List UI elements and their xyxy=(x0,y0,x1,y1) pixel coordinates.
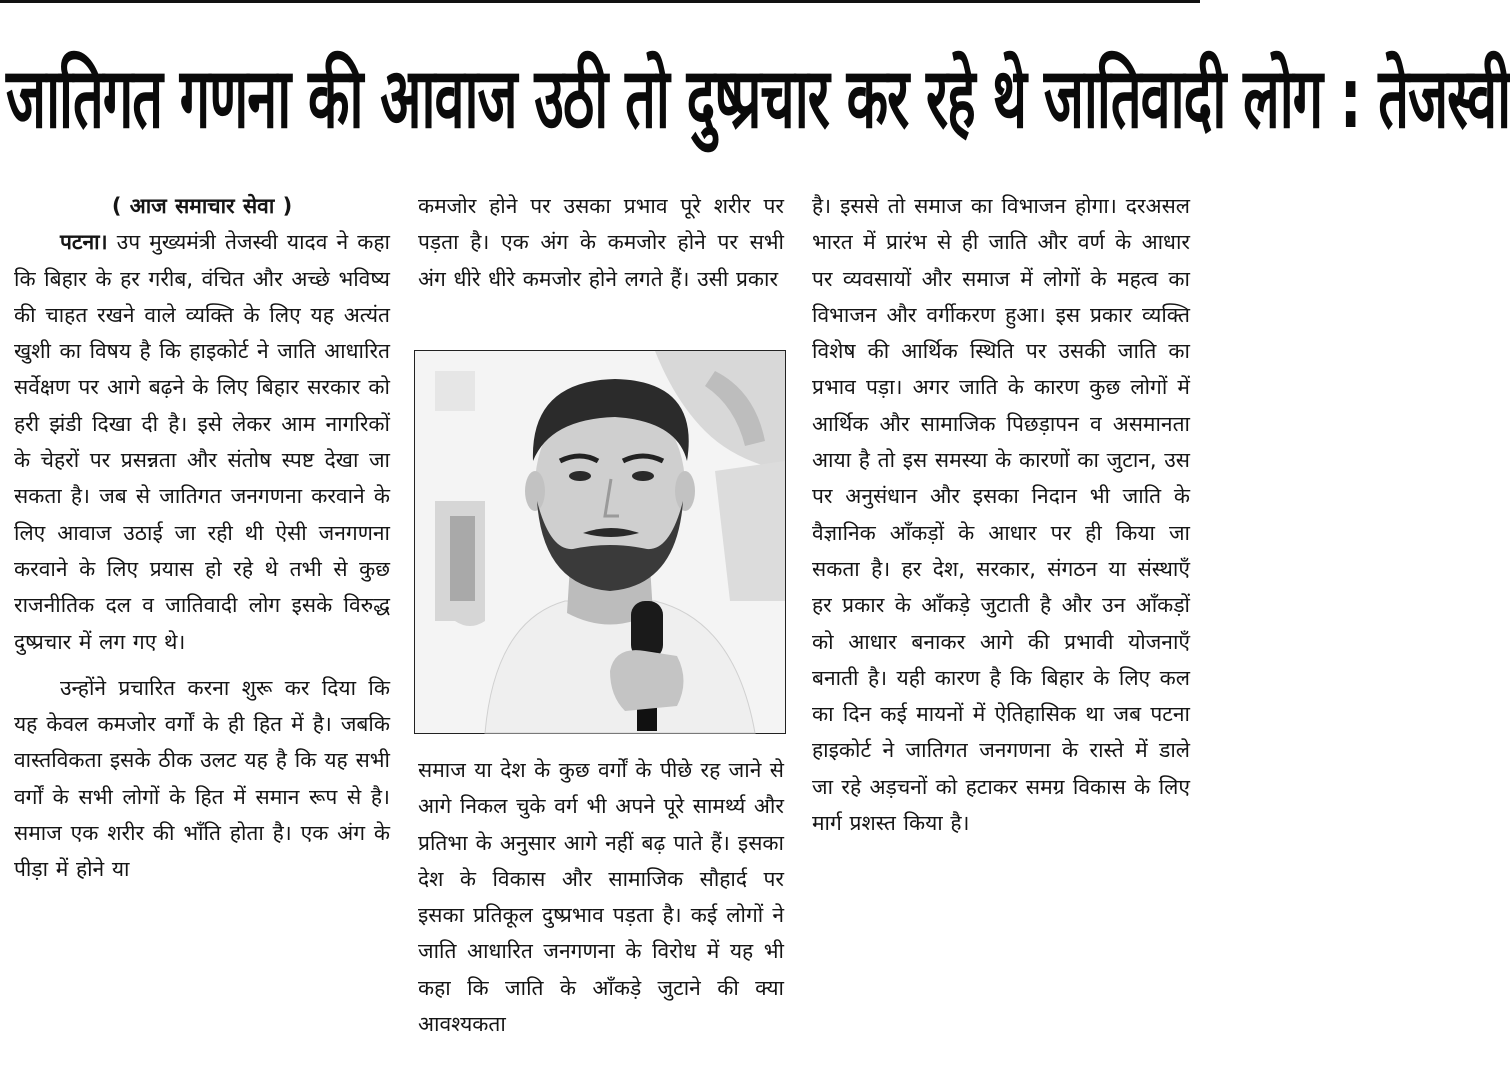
photo-illustration xyxy=(415,351,785,733)
article-paragraph-1 xyxy=(14,224,390,660)
article-paragraph-2: उन्होंने प्रचारित करना शुरू कर दिया कि यह केवल कमजोर वर्गों के ही हित में है। जबकि वास्तविकता इसके ठीक उलट यह है कि यह सभी वर्गों के सभी लोगों के हित में समान रूप से है। समाज एक शरीर की भाँति होता है। एक अंग के पीड़ा में होने या xyxy=(14,675,390,882)
dateline: पटना। xyxy=(60,230,108,255)
photo-speaker-with-microphone xyxy=(414,350,786,734)
article-column-1 xyxy=(14,188,390,888)
column-2-bottom-text: समाज या देश के कुछ वर्गों के पीछे रह जाने से आगे निकल चुके वर्ग भी अपने पूरे सामर्थ्य और प्रतिभा के अनुसार आगे नहीं बढ़ पाते हैं। इसका देश के विकास और सामाजिक सौहार्द पर इसका प्रतिकूल दुष्प्रभाव पड़ता है। कई लोगों ने जाति आधारित जनगणना के विरोध में यह भी कहा कि जाति के आँकड़े जुटाने की क्या आवश्यकता xyxy=(418,758,784,1037)
article-column-3 xyxy=(812,188,1190,841)
news-service-credit: ( आज समाचार सेवा ) xyxy=(111,194,293,218)
column-3-text: है। इससे तो समाज का विभाजन होगा। दरअसल भारत में प्रारंभ से ही जाति और वर्ण के आधार पर व्यवसायों और समाज में लोगों के महत्व का विभाजन और वर्गीकरण हुआ। इस प्रकार व्यक्ति विशेष की आर्थिक स्थिति पर उसकी जाति का प्रभाव पड़ा। अगर जाति के कारण कुछ लोगों में आर्थिक और सामाजिक पिछड़ापन व असमानता आया है तो इस समस्या के कारणों का जुटान, उस पर अनुसंधान और इसका निदान भी जाति के वैज्ञानिक आँकड़ों के आधार पर ही किया जा सकता है। हर देश, सरकार, संगठन या संस्थाएँ हर प्रकार के आँकड़े जुटाती है और उन आँकड़ों को आधार बनाकर आगे की प्रभावी योजनाएँ बनाती है। यही कारण है कि बिहार के लिए कल का दिन कई मायनों में ऐतिहासिक था जब पटना हाइकोर्ट ने जातिगत जनगणना के रास्ते में डाले जा रहे अड़चनों को हटाकर समग्र विकास के लिए मार्ग प्रशस्त किया है। xyxy=(812,194,1190,836)
column-2-top-text: कमजोर होने पर उसका प्रभाव पूरे शरीर पर पड़ता है। एक अंग के कमजोर होने पर सभी अंग धीरे धीरे कमजोर होने लगते हैं। उसी प्रकार xyxy=(418,194,784,291)
article-column-2-top xyxy=(418,188,784,297)
top-rule xyxy=(0,0,1200,3)
paragraph-1-text: उप मुख्यमंत्री तेजस्वी यादव ने कहा कि बिहार के हर गरीब, वंचित और अच्छे भविष्य की चाहत रखने वाले व्यक्ति के लिए यह अत्यंत खुशी का विषय है कि हाइकोर्ट ने जाति आधारित सर्वेक्षण पर आगे बढ़ने के लिए बिहार सरकार को हरी झंडी दिखा दी है। इसे लेकर आम नागरिकों के चेहरों पर प्रसन्नता और संतोष स्पष्ट देखा जा सकता है। जब से जातिगत जनगणना करवाने के लिए आवाज उठाई जा रही थी ऐसी जनगणना करवाने के लिए प्रयास हो रहे थे तभी से कुछ राजनीतिक दल व जातिवादी लोग इसके विरुद्ध दुष्प्रचार में लग गए थे। xyxy=(14,230,390,654)
headline: जातिगत गणना की आवाज उठी तो दुष्प्रचार कर रहे थे जातिवादी लोग : तेजस्वी xyxy=(6,49,1510,148)
article-column-2-bottom xyxy=(418,752,784,1042)
